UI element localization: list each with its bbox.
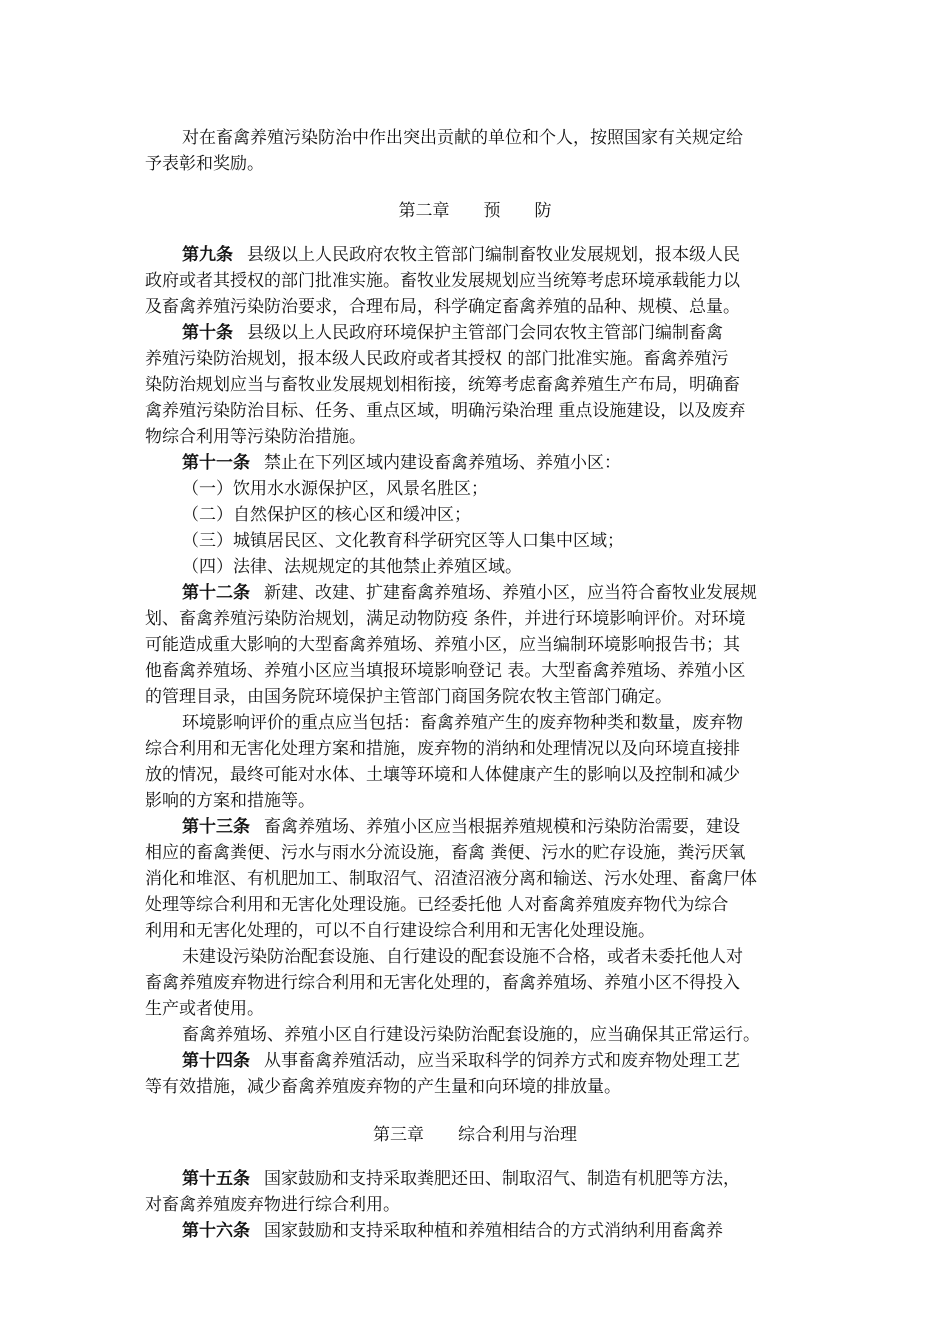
paragraph-line: 划、畜禽养殖污染防治规划，满足动物防疫 条件，并进行环境影响评价。对环境 bbox=[145, 609, 746, 629]
list-item: （一）饮用水水源保护区，风景名胜区； bbox=[182, 479, 488, 499]
article-10: 第十条 县级以上人民政府环境保护主管部门会同农牧主管部门编制畜禽 bbox=[182, 323, 723, 343]
paragraph-line: 环境影响评价的重点应当包括：畜禽养殖产生的废弃物种类和数量，废弃物 bbox=[182, 713, 743, 733]
paragraph-line: 可能造成重大影响的大型畜禽养殖场、养殖小区，应当编制环境影响报告书；其 bbox=[145, 635, 740, 655]
paragraph-line: 处理等综合利用和无害化处理设施。已经委托他 人对畜禽养殖废弃物代为综合 bbox=[145, 895, 729, 915]
paragraph-line: 影响的方案和措施等。 bbox=[145, 791, 315, 811]
paragraph-line: 他畜禽养殖场、养殖小区应当填报环境影响登记 表。大型畜禽养殖场、养殖小区 bbox=[145, 661, 746, 681]
article-15: 第十五条 国家鼓励和支持采取粪肥还田、制取沼气、制造有机肥等方法， bbox=[182, 1169, 740, 1189]
article-label: 第十条 bbox=[182, 323, 233, 343]
paragraph-line: 予表彰和奖励。 bbox=[145, 154, 264, 174]
article-label: 第十三条 bbox=[182, 817, 250, 837]
article-14: 第十四条 从事畜禽养殖活动，应当采取科学的饲养方式和废弃物处理工艺 bbox=[182, 1051, 740, 1071]
paragraph-line: 等有效措施，减少畜禽养殖废弃物的产生量和向环境的排放量。 bbox=[145, 1077, 621, 1097]
list-item: （四）法律、法规规定的其他禁止养殖区域。 bbox=[182, 557, 522, 577]
paragraph-line: 消化和堆沤、有机肥加工、制取沼气、沼渣沼液分离和输送、污水处理、畜禽尸体 bbox=[145, 869, 757, 889]
paragraph-line: 生产或者使用。 bbox=[145, 999, 264, 1019]
paragraph-line: 未建设污染防治配套设施、自行建设的配套设施不合格，或者未委托他人对 bbox=[182, 947, 743, 967]
article-label: 第十五条 bbox=[182, 1169, 250, 1189]
article-label: 第十一条 bbox=[182, 453, 250, 473]
paragraph-line: 畜禽养殖废弃物进行综合利用和无害化处理的，畜禽养殖场、养殖小区不得投入 bbox=[145, 973, 740, 993]
article-label: 第十四条 bbox=[182, 1051, 250, 1071]
paragraph-line: 放的情况，最终可能对水体、土壤等环境和人体健康产生的影响以及控制和减少 bbox=[145, 765, 740, 785]
article-label: 第十二条 bbox=[182, 583, 250, 603]
list-item: （二）自然保护区的核心区和缓冲区； bbox=[182, 505, 471, 525]
chapter-heading: 第二章 预 防 bbox=[398, 201, 552, 221]
paragraph-line: 政府或者其授权的部门批准实施。畜牧业发展规划应当统筹考虑环境承载能力以 bbox=[145, 271, 740, 291]
paragraph-line: 畜禽养殖场、养殖小区自行建设污染防治配套设施的，应当确保其正常运行。 bbox=[182, 1025, 760, 1045]
article-11: 第十一条 禁止在下列区域内建设畜禽养殖场、养殖小区： bbox=[182, 453, 621, 473]
list-item: （三）城镇居民区、文化教育科学研究区等人口集中区域； bbox=[182, 531, 624, 551]
paragraph-line: 染防治规划应当与畜牧业发展规划相衔接，统筹考虑畜禽养殖生产布局，明确畜 bbox=[145, 375, 740, 395]
article-label: 第十六条 bbox=[182, 1221, 250, 1241]
paragraph-line: 相应的畜禽粪便、污水与雨水分流设施，畜禽 粪便、污水的贮存设施，粪污厌氧 bbox=[145, 843, 746, 863]
paragraph-line: 物综合利用等污染防治措施。 bbox=[145, 427, 366, 447]
article-9: 第九条 县级以上人民政府农牧主管部门编制畜牧业发展规划，报本级人民 bbox=[182, 245, 740, 265]
paragraph-line: 对在畜禽养殖污染防治中作出突出贡献的单位和个人，按照国家有关规定给 bbox=[182, 128, 743, 148]
article-13: 第十三条 畜禽养殖场、养殖小区应当根据养殖规模和污染防治需要，建设 bbox=[182, 817, 740, 837]
article-label: 第九条 bbox=[182, 245, 233, 265]
paragraph-line: 及畜禽养殖污染防治要求，合理布局，科学确定畜禽养殖的品种、规模、总量。 bbox=[145, 297, 740, 317]
paragraph-line: 禽养殖污染防治目标、任务、重点区域，明确污染治理 重点设施建设，以及废弃 bbox=[145, 401, 746, 421]
paragraph-line: 的管理目录，由国务院环境保护主管部门商国务院农牧主管部门确定。 bbox=[145, 687, 672, 707]
paragraph-line: 利用和无害化处理的，可以不自行建设综合利用和无害化处理设施。 bbox=[145, 921, 655, 941]
paragraph-line: 综合利用和无害化处理方案和措施，废弃物的消纳和处理情况以及向环境直接排 bbox=[145, 739, 740, 759]
article-16: 第十六条 国家鼓励和支持采取种植和养殖相结合的方式消纳利用畜禽养 bbox=[182, 1221, 723, 1241]
paragraph-line: 养殖污染防治规划，报本级人民政府或者其授权 的部门批准实施。畜禽养殖污 bbox=[145, 349, 729, 369]
article-12: 第十二条 新建、改建、扩建畜禽养殖场、养殖小区，应当符合畜牧业发展规 bbox=[182, 583, 757, 603]
chapter-heading: 第三章 综合利用与治理 bbox=[373, 1125, 577, 1145]
paragraph-line: 对畜禽养殖废弃物进行综合利用。 bbox=[145, 1195, 400, 1215]
